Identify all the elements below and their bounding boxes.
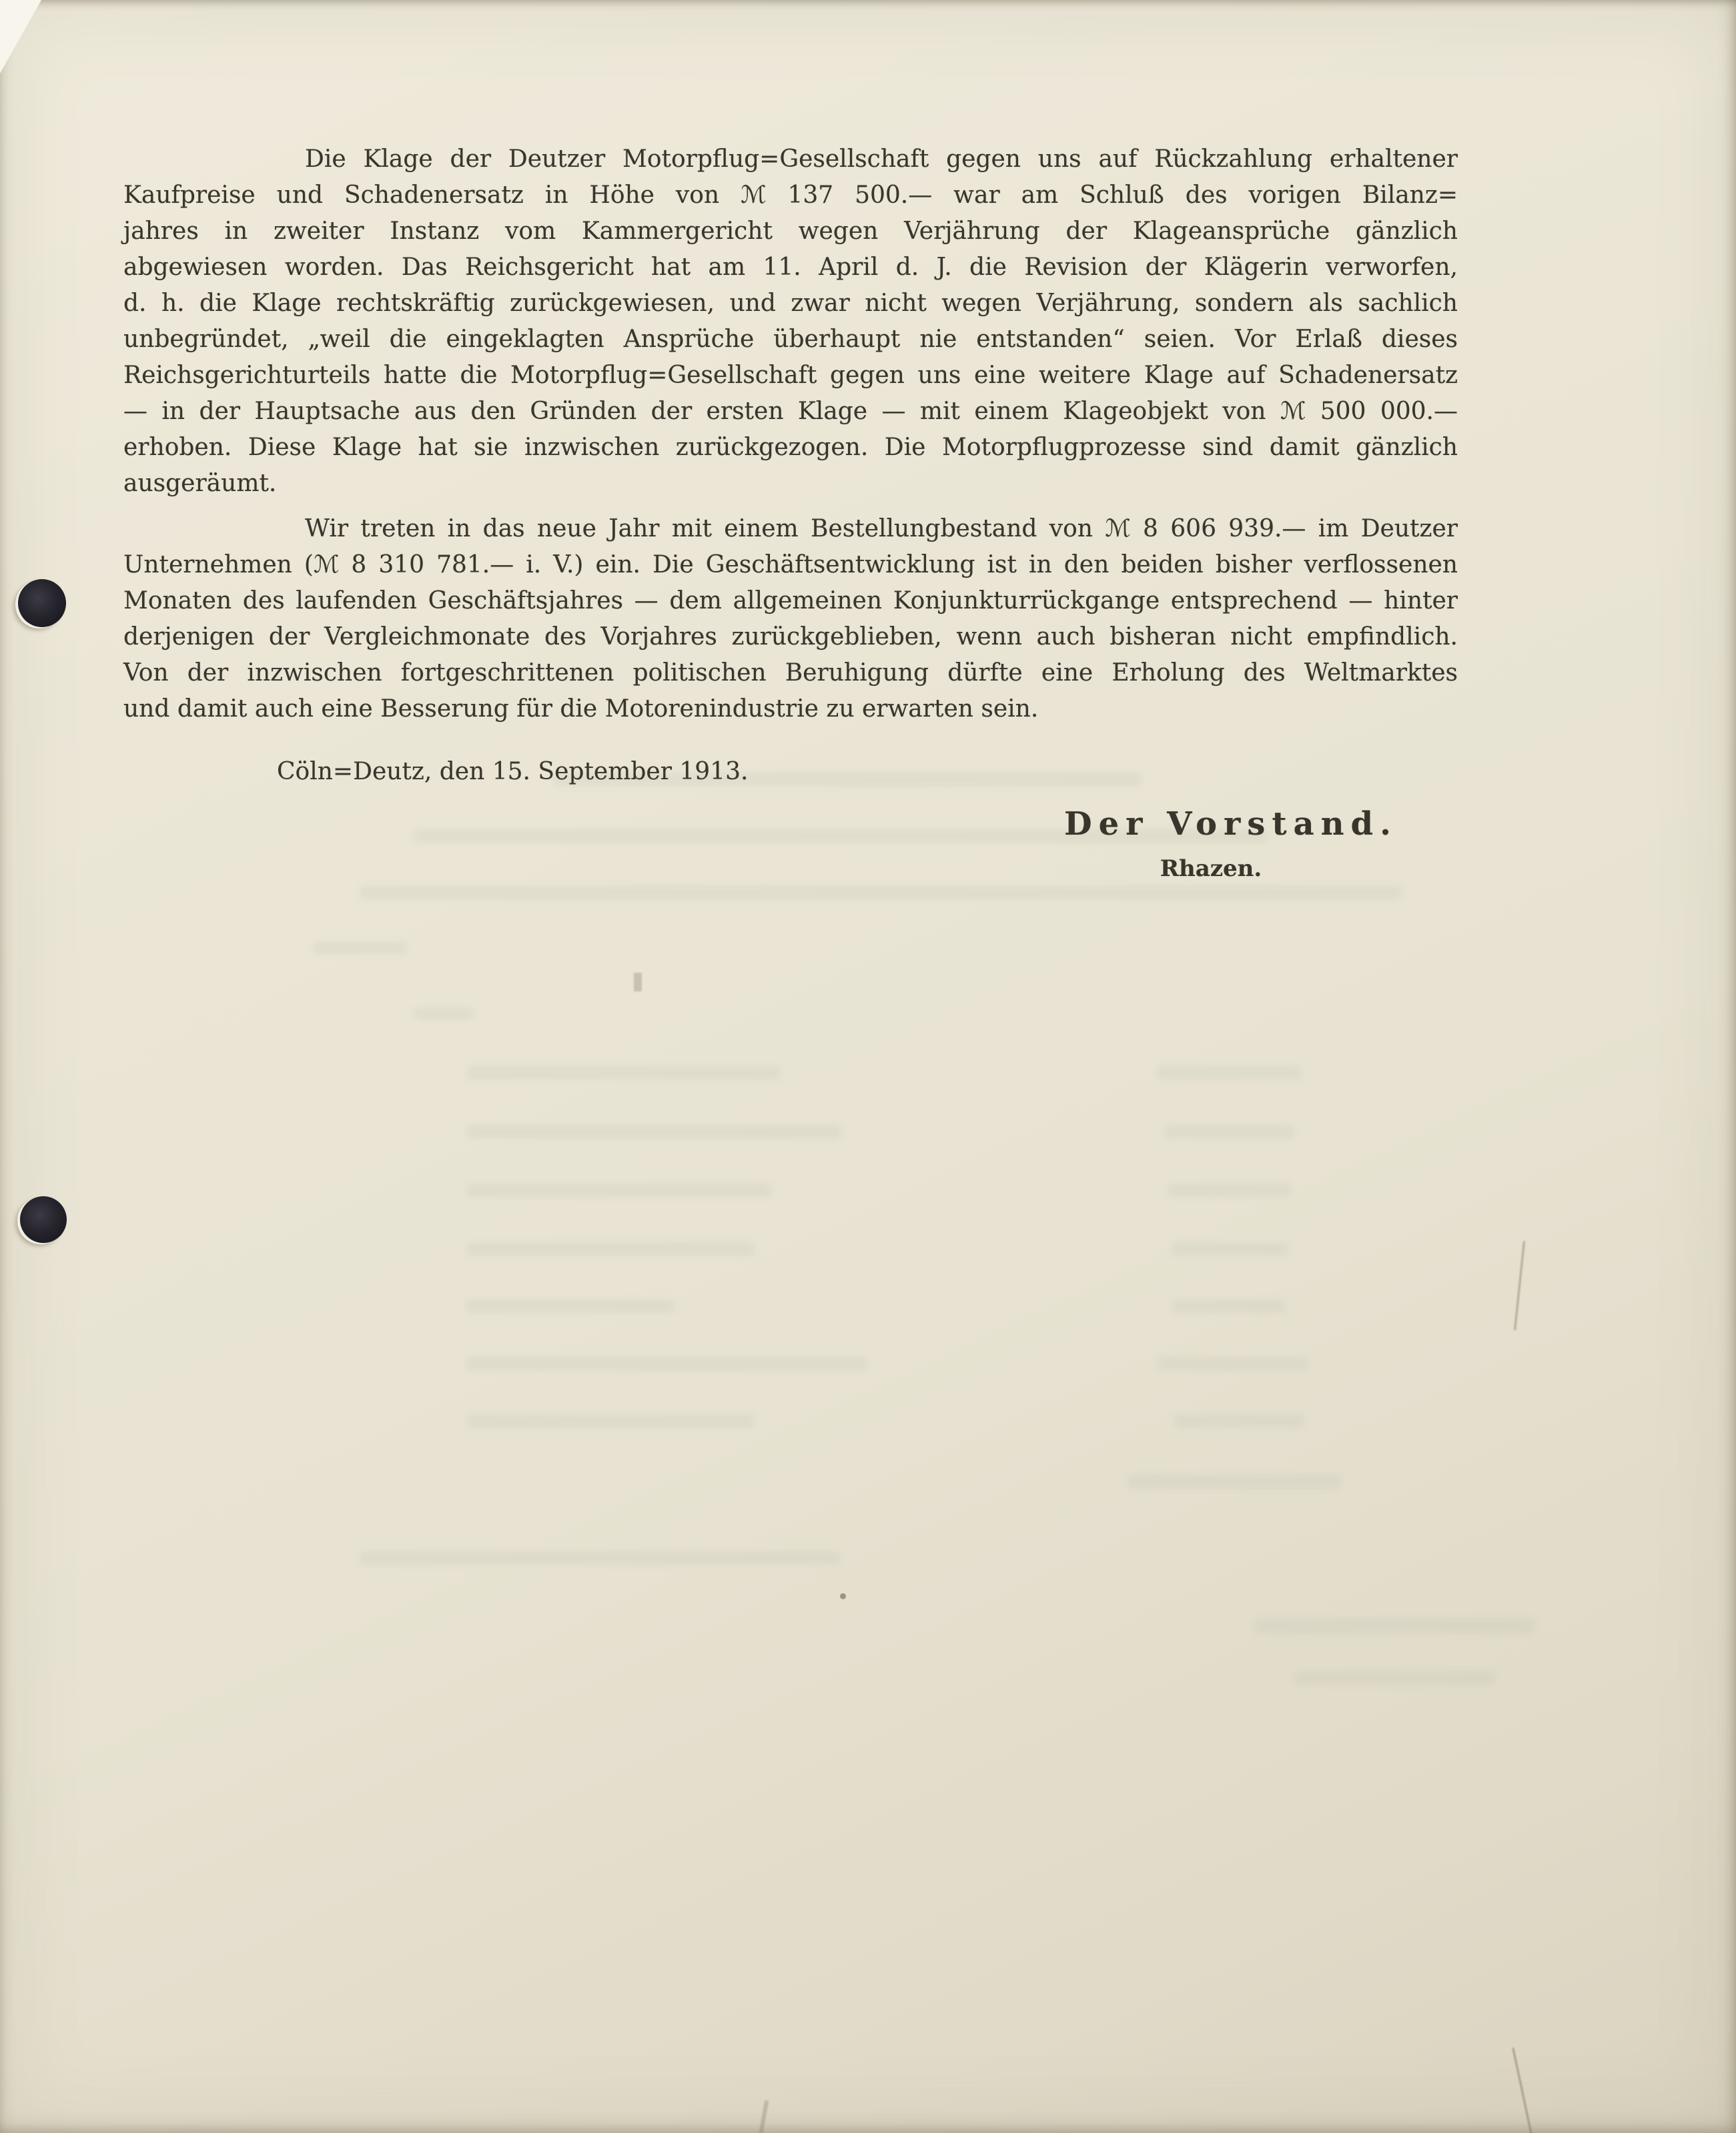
ghost-text-line: [1171, 1242, 1288, 1256]
signature-title: Der Vorstand.: [1064, 805, 1398, 843]
ghost-text-line: [1158, 1066, 1301, 1080]
text-line: Kaufpreise und Schadenersatz in Höhe von ℳ 137 500.— war am Schluß des vorigen Bilanz=: [123, 181, 1458, 209]
hole-punch-top: [18, 579, 66, 627]
text-line: unbegründet, „weil die eingeklagten Ansprüche überhaupt nie entstanden“ seien. Vor Erlaß dieses: [123, 326, 1458, 353]
text-line: d. h. die Klage rechtskräftig zurückgewiesen, und zwar nicht wegen Verjährung, sondern als sachlich: [123, 290, 1458, 317]
text-line: ausgeräumt.: [123, 470, 277, 497]
paragraph-litigation: [123, 141, 1458, 502]
signature-name: Rhazen.: [1160, 855, 1262, 882]
text-line: Die Klage der Deutzer Motorpflug=Gesellschaft gegen uns auf Rückzahlung erhaltener: [305, 145, 1458, 173]
ghost-text-line: [467, 1414, 754, 1428]
text-line: Wir treten in das neue Jahr mit einem Bestellungbestand von ℳ 8 606 939.— im Deutzer: [305, 515, 1458, 542]
ghost-text-line: [467, 1125, 841, 1138]
ghost-text-line: [360, 886, 1401, 899]
ghost-text-line: [360, 1551, 841, 1565]
ink-mark: [634, 973, 642, 991]
paper-crease-right: [1514, 1241, 1525, 1330]
text-line: und damit auch eine Besserung für die Motorenindustrie zu erwarten sein.: [123, 695, 1039, 723]
text-line: abgewiesen worden. Das Reichsgericht hat am 11. April d. J. die Revision der Klägerin verworfen,: [123, 254, 1458, 281]
ghost-text-line: [1254, 1618, 1535, 1634]
signature-block: [1064, 803, 1398, 882]
text-line: Unternehmen (ℳ 8 310 781.— i. V.) ein. Die Geschäftsentwicklung ist in den beiden bisher verflossenen: [123, 551, 1458, 578]
text-line: erhoben. Diese Klage hat sie inzwischen zurückgezogen. Die Motorpflugprozesse sind damit gänzlich: [123, 434, 1458, 461]
ghost-text-line: [1174, 1414, 1304, 1428]
hole-punch-bottom: [20, 1196, 67, 1243]
ghost-text-line: [1294, 1671, 1494, 1685]
ghost-text-line: [1158, 1357, 1308, 1370]
page-corner-tear: [0, 0, 41, 73]
paper-mark-bottom: [759, 2100, 769, 2133]
paragraph-outlook: [123, 511, 1458, 727]
paper-crease-bottom-right: [1512, 2048, 1532, 2133]
ghost-text-line: [1128, 1474, 1341, 1489]
ghost-text-line: [1168, 1184, 1291, 1197]
text-line: jahres in zweiter Instanz vom Kammergericht wegen Verjährung der Klageansprüche gänzlich: [123, 218, 1458, 245]
text-line: Reichsgerichturteils hatte die Motorpflug=Gesellschaft gegen uns eine weitere Klage auf Schadenersatz: [123, 362, 1458, 389]
ghost-text-line: [467, 1066, 781, 1080]
ghost-text-line: [467, 1300, 674, 1313]
text-line: derjenigen der Vergleichmonate des Vorjahres zurückgeblieben, wenn auch bisheran nicht empfindlich.: [123, 623, 1458, 651]
ghost-text-line: [414, 1007, 474, 1019]
ghost-text-line: [467, 1357, 867, 1370]
ghost-text-line: [1173, 1300, 1285, 1313]
dateline: Cöln=Deutz, den 15. September 1913.: [277, 758, 749, 785]
text-line: Monaten des laufenden Geschäftsjahres — dem allgemeinen Konjunkturrückgange entsprechend — hinter: [123, 587, 1458, 614]
text-line: — in der Hauptsache aus den Gründen der ersten Klage — mit einem Klageobjekt von ℳ 500 000.—: [123, 398, 1458, 425]
report-text-block: [123, 141, 1458, 882]
ghost-text-line: [467, 1184, 771, 1197]
ghost-text-line: [1164, 1125, 1294, 1138]
ink-speck: [840, 1593, 846, 1599]
ghost-text-line: [314, 942, 407, 954]
ghost-text-line: [467, 1242, 754, 1256]
text-line: Von der inzwischen fortgeschrittenen politischen Beruhigung dürfte eine Erholung des Weltmarktes: [123, 659, 1458, 687]
